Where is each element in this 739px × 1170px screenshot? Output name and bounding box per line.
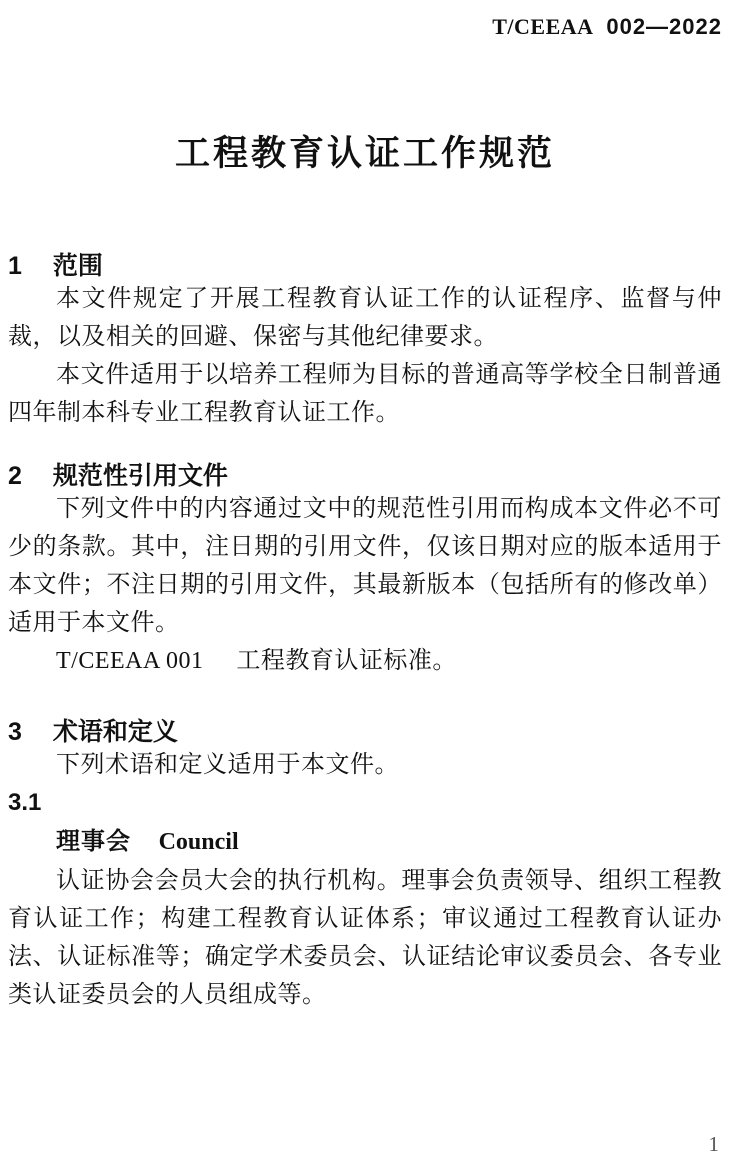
section-3-number: 3: [8, 718, 22, 746]
doc-code-number: 002—2022: [606, 14, 722, 39]
term-3-1-name-cn: 理事会: [56, 828, 131, 855]
section-2-heading: [8, 462, 722, 490]
term-3-1-name-en: Council: [158, 829, 239, 855]
section-1-number: 1: [8, 252, 22, 280]
document-title: 工程教育认证工作规范: [174, 134, 555, 173]
reference-entry: [8, 642, 722, 680]
term-3-1-definition: 认证协会会员大会的执行机构。理事会负责领导、组织工程教育认证工作；构建工程教育认证体系；审议通过工程教育认证办法、认证标准等；确定学术委员会、认证结论审议委员会、各专业类认证委员会的人员组成等。: [8, 868, 722, 1008]
page-number: 1: [708, 1132, 719, 1156]
section-3-title: 术语和定义: [52, 718, 178, 746]
section-1-title: 范围: [52, 252, 103, 280]
reference-title: 工程教育认证标准。: [236, 648, 457, 674]
section-3-heading: [8, 718, 722, 746]
section-2-title: 规范性引用文件: [52, 462, 228, 490]
doc-code: [8, 14, 722, 40]
term-3-1-name: [8, 822, 722, 862]
section-1-paragraph-2: 本文件适用于以培养工程师为目标的普通高等学校全日制普通四年制本科专业工程教育认证工作。: [8, 362, 722, 426]
section-2-number: 2: [8, 462, 22, 490]
section-1-heading: [8, 252, 722, 280]
section-2-paragraph-1: 下列文件中的内容通过文中的规范性引用而构成本文件必不可少的条款。其中，注日期的引用文件，仅该日期对应的版本适用于本文件；不注日期的引用文件，其最新版本（包括所有的修改单）适用于本文件。: [8, 496, 722, 636]
term-3-1-number: 3.1: [8, 789, 42, 816]
reference-code: T/CEEAA 001: [56, 648, 204, 674]
section-1-paragraph-1: 本文件规定了开展工程教育认证工作的认证程序、监督与仲裁，以及相关的回避、保密与其他纪律要求。: [8, 286, 722, 350]
doc-code-prefix: T/CEEAA: [492, 14, 593, 39]
section-3-intro: 下列术语和定义适用于本文件。: [56, 752, 399, 778]
